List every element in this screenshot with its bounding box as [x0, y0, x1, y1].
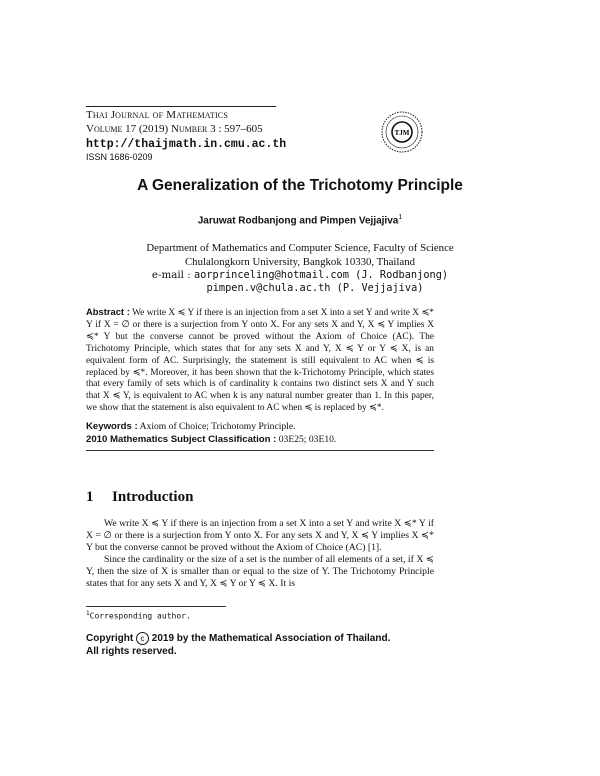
section-number: 1 — [86, 489, 94, 505]
intro-paragraph-2: Since the cardinality or the size of a set is the number of all elements of a set, if X ≼ Y, then the size of X is smaller than or equal to the size of Y. The Trichotomy Principle states that for any sets X and Y, X ≼ Y or Y ≼ X. It is — [86, 554, 434, 590]
copyright-prefix: Copyright — [86, 633, 134, 644]
keywords-label: Keywords : — [86, 421, 138, 432]
journal-url[interactable]: http://thaijmath.in.cmu.ac.th — [86, 138, 287, 151]
copyright-line-2: All rights reserved. — [86, 646, 177, 657]
footnote-rule — [86, 606, 226, 607]
footnote-mark: 1 — [86, 610, 90, 617]
affiliation-line-2: Chulalongkorn University, Bangkok 10330, Thailand — [184, 256, 415, 268]
email-line-1 — [0, 269, 600, 281]
section-separator — [86, 450, 434, 451]
author-footnote-mark: 1 — [398, 214, 403, 221]
keywords-block — [86, 421, 446, 446]
copyright-icon: c — [136, 632, 149, 645]
abstract — [86, 306, 434, 415]
paper-title: A Generalization of the Trichotomy Principle — [137, 177, 463, 194]
footnote — [86, 610, 191, 621]
email-1[interactable]: aorprinceling@hotmail.com (J. Rodbanjong) — [193, 269, 449, 281]
copyright — [86, 632, 446, 658]
journal-issn: ISSN 1686-0209 — [86, 152, 153, 162]
email-label: e-mail : — [151, 269, 194, 281]
email-line-2 — [0, 282, 600, 294]
copyright-suffix: 2019 by the Mathematical Association of Thailand. — [151, 633, 391, 644]
logo-text: TJM — [394, 129, 410, 137]
intro-paragraph-1: We write X ≼ Y if there is an injection from a set X into a set Y and write X ≼* Y if X = ∅ or there is a surjection from Y onto X. For any sets X and Y, X ≼ Y implies X ≼* Y but the converse cannot be proved without the Axiom of Choice (AC) [1]. — [86, 518, 434, 554]
header-rule — [86, 106, 276, 107]
section-heading — [86, 489, 193, 506]
email-2[interactable]: pimpen.v@chula.ac.th (P. Vejjajiva) — [206, 282, 424, 294]
keywords-text: Axiom of Choice; Trichotomy Principle. — [139, 421, 296, 432]
section-title: Introduction — [112, 489, 194, 505]
authors-text: Jaruwat Rodbanjong and Pimpen Vejjajiva — [197, 215, 399, 227]
abstract-label: Abstract : — [86, 306, 130, 317]
msc-line — [86, 434, 446, 447]
keywords-line — [86, 421, 446, 434]
paper-authors — [0, 214, 600, 226]
affiliation-line-1: Department of Mathematics and Computer Science, Faculty of Science — [146, 242, 454, 254]
journal-volume: Volume 17 (2019) Number 3 : 597–605 — [86, 123, 263, 135]
introduction-body — [86, 518, 434, 591]
journal-name: Thai Journal of Mathematics — [86, 109, 228, 121]
journal-logo-icon — [380, 110, 424, 154]
footnote-text: Corresponding author. — [89, 611, 191, 621]
copyright-line-1 — [86, 632, 446, 645]
abstract-text: We write X ≼ Y if there is an injection from a set X into a set Y and write X ≼* Y if X = ∅ or there is a surjection from Y onto X. For any sets X and Y, X ≼ Y implies X ≼* Y but the converse cannot be proved without the Axiom of Choice (AC). The Trichotomy Principle, which states that for any sets X and Y, X ≼ Y or Y ≼ X, is an equivalent form of AC. Surprisingly, the statement is still equivalent to AC when ≼ is replaced by ≼*. Moreover, it has been shown that the k-Trichotomy Principle, which states that every family of sets which is of cardinality k contains two distinct sets X and Y such that X ≼ Y, is equivalent to AC when k is any natural number greater than 1. In this paper, we show that the statement is also equivalent to AC when ≼ is replaced by ≼*. — [86, 308, 434, 414]
msc-text: 03E25; 03E10. — [278, 433, 337, 445]
msc-label: 2010 Mathematics Subject Classification : — [86, 433, 277, 445]
